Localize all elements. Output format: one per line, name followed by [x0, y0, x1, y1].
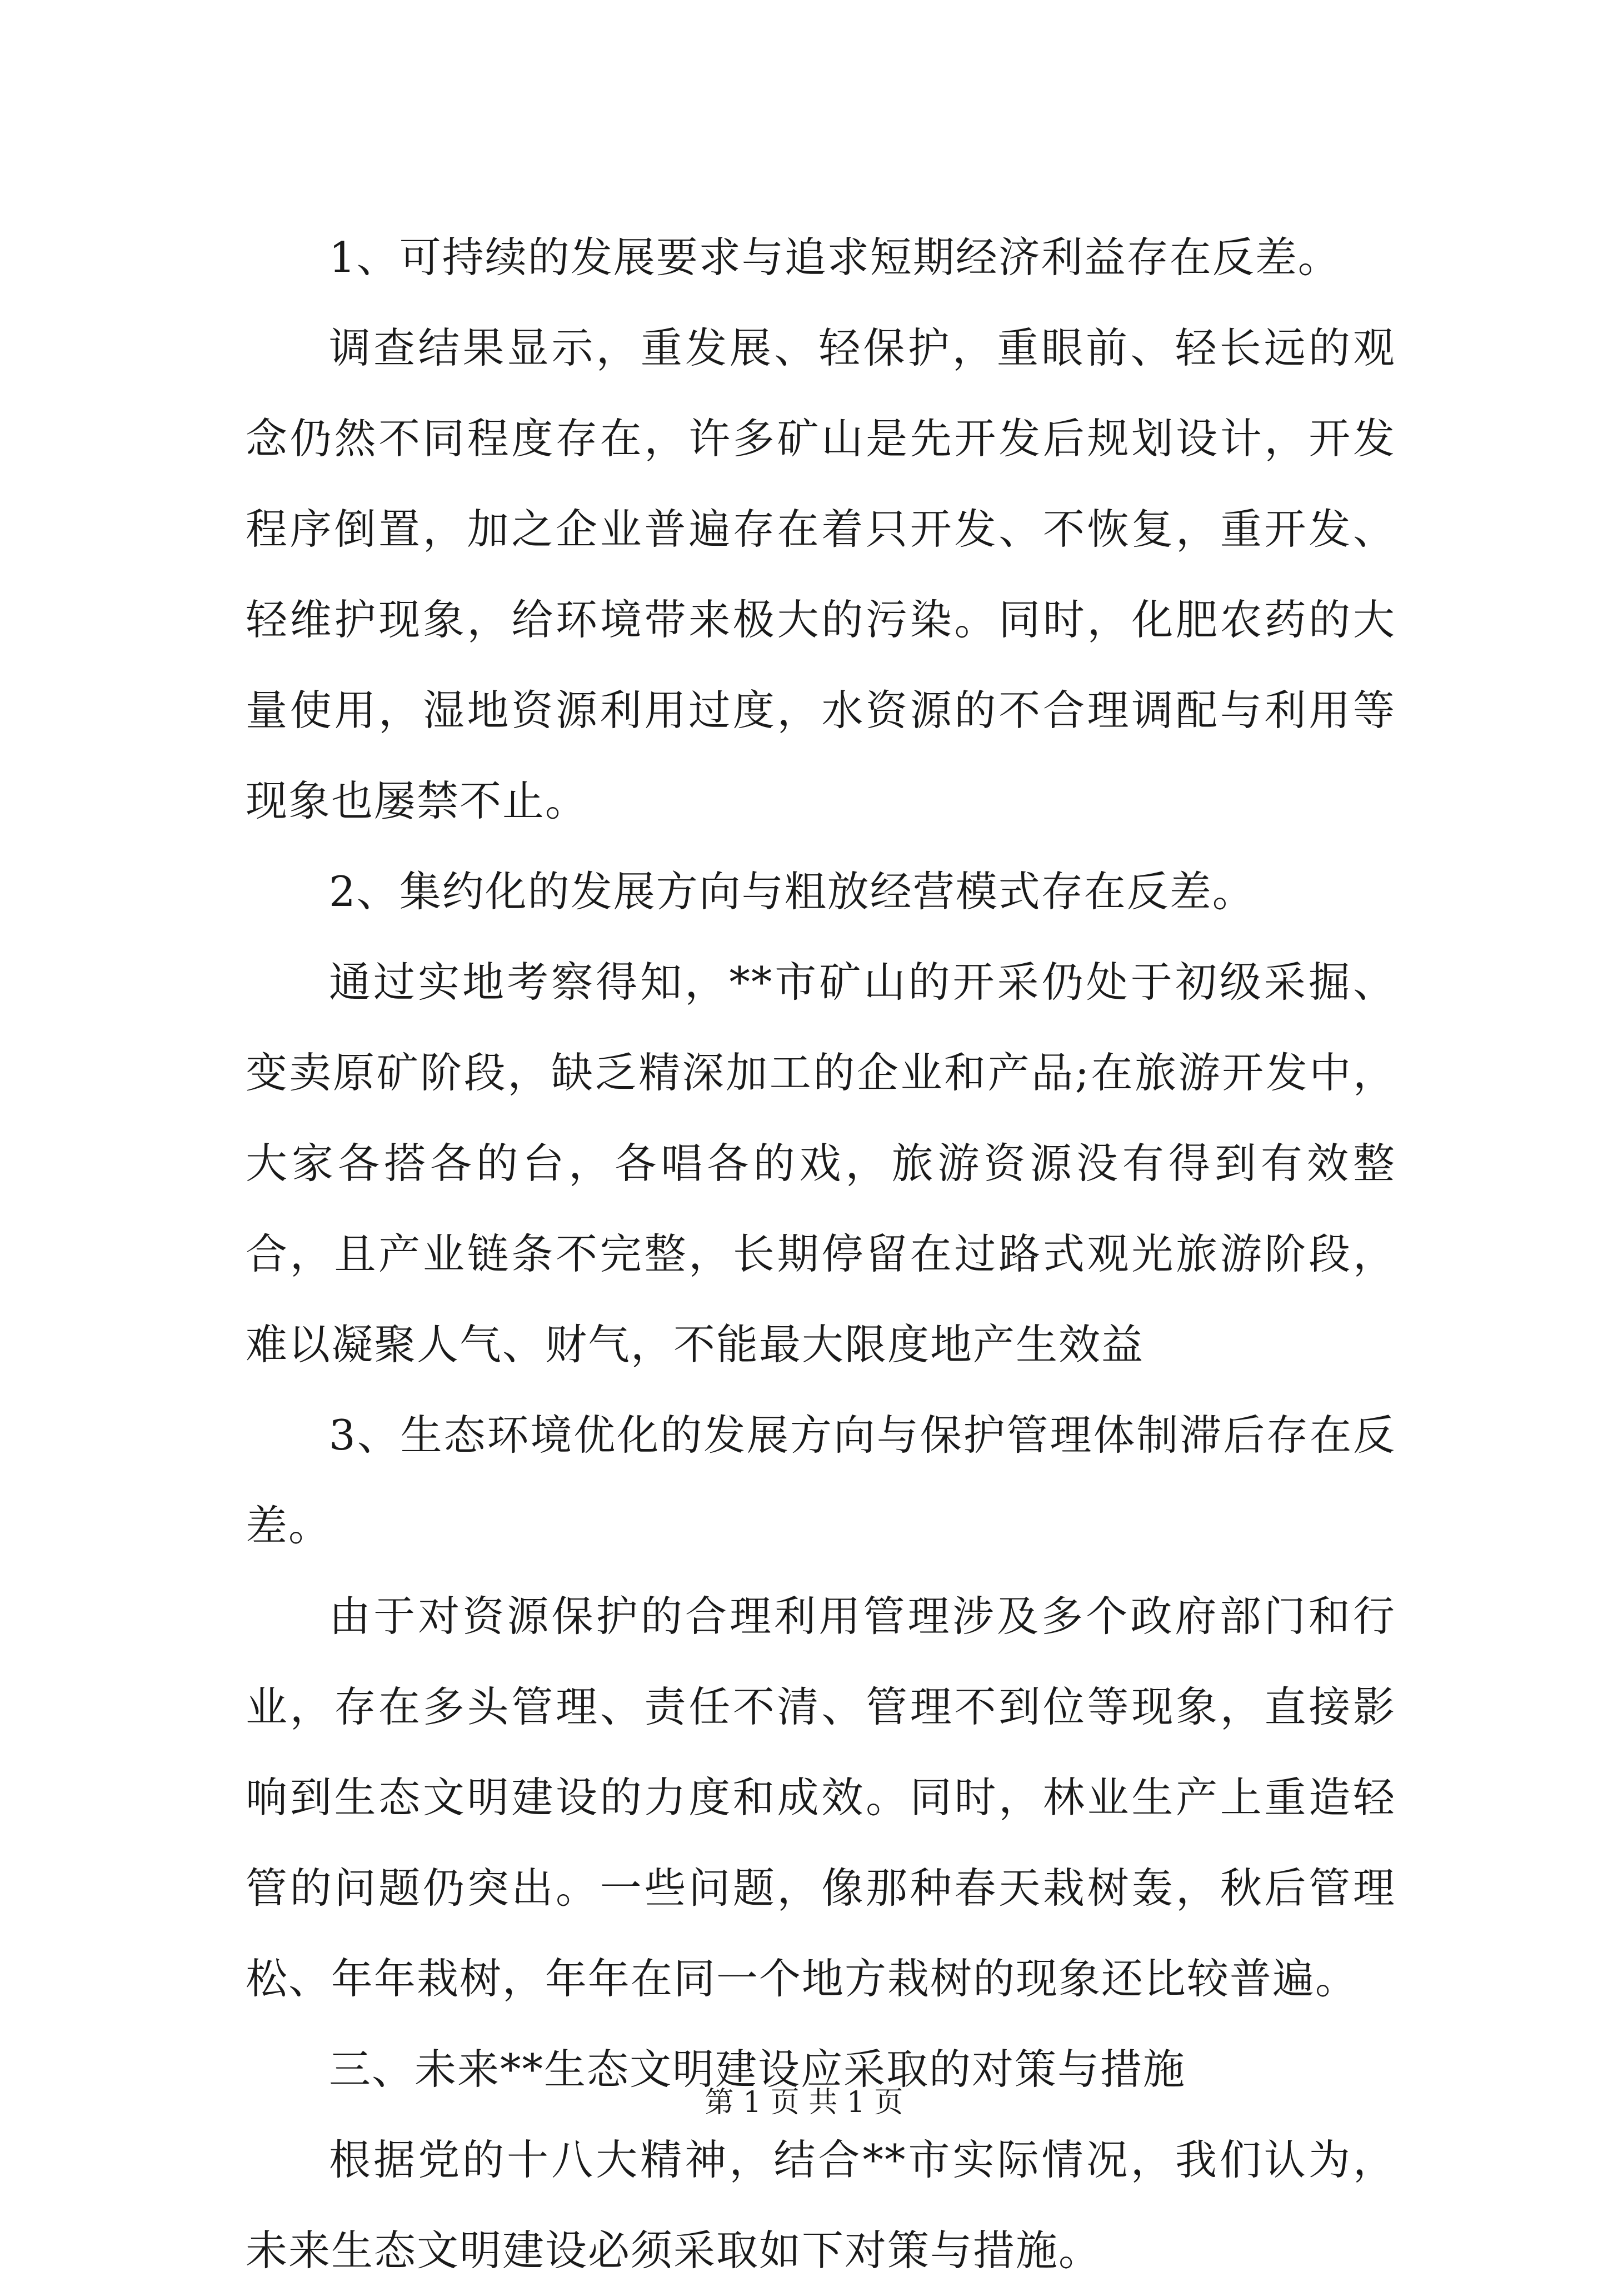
paragraph-body-2: 通过实地考察得知，**市矿山的开采仍处于初级采掘、变卖原矿阶段，缺乏精深加工的企业和产品;在旅游开发中，大家各搭各的台，各唱各的戏，旅游资源没有得到有效整合，且产业链条不完整，长期停留在过路式观光旅游阶段，难以凝聚人气、财气，不能最大限度地产生效益 [246, 958, 1396, 1369]
paragraph-body-4: 根据党的十八大精神，结合**市实际情况，我们认为，未来生态文明建设必须采取如下对策与措施。 [246, 2135, 1396, 2275]
paragraph-heading-1: 1、可持续的发展要求与追求短期经济利益存在反差。 [329, 233, 1341, 282]
paragraph-heading-3: 3、生态环境优化的发展方向与保护管理体制滞后存在反差。 [246, 1411, 1396, 1550]
paragraph-heading-2: 2、集约化的发展方向与粗放经营模式存在反差。 [329, 867, 1255, 916]
paragraph-body-1: 调查结果显示，重发展、轻保护，重眼前、轻长远的观念仍然不同程度存在，许多矿山是先开发后规划设计，开发程序倒置，加之企业普遍存在着只开发、不恢复，重开发、轻维护现象，给环境带来极大的污染。同时，化肥农药的大量使用，湿地资源利用过度，水资源的不合理调配与利用等现象也屡禁不止。 [246, 323, 1396, 825]
document-body [246, 212, 1396, 2296]
paragraph-body-3: 由于对资源保护的合理利用管理涉及多个政府部门和行业，存在多头管理、责任不清、管理不到位等现象，直接影响到生态文明建设的力度和成效。同时，林业生产上重造轻管的问题仍突出。一些问题，像那种春天栽树轰，秋后管理松、年年栽树，年年在同一个地方栽树的现象还比较普遍。 [246, 1592, 1396, 2003]
page-footer: 第 1 页 共 1 页 [705, 2086, 903, 2119]
section-heading-3: 三、未来**生态文明建设应采取的对策与措施 [329, 2045, 1186, 2094]
